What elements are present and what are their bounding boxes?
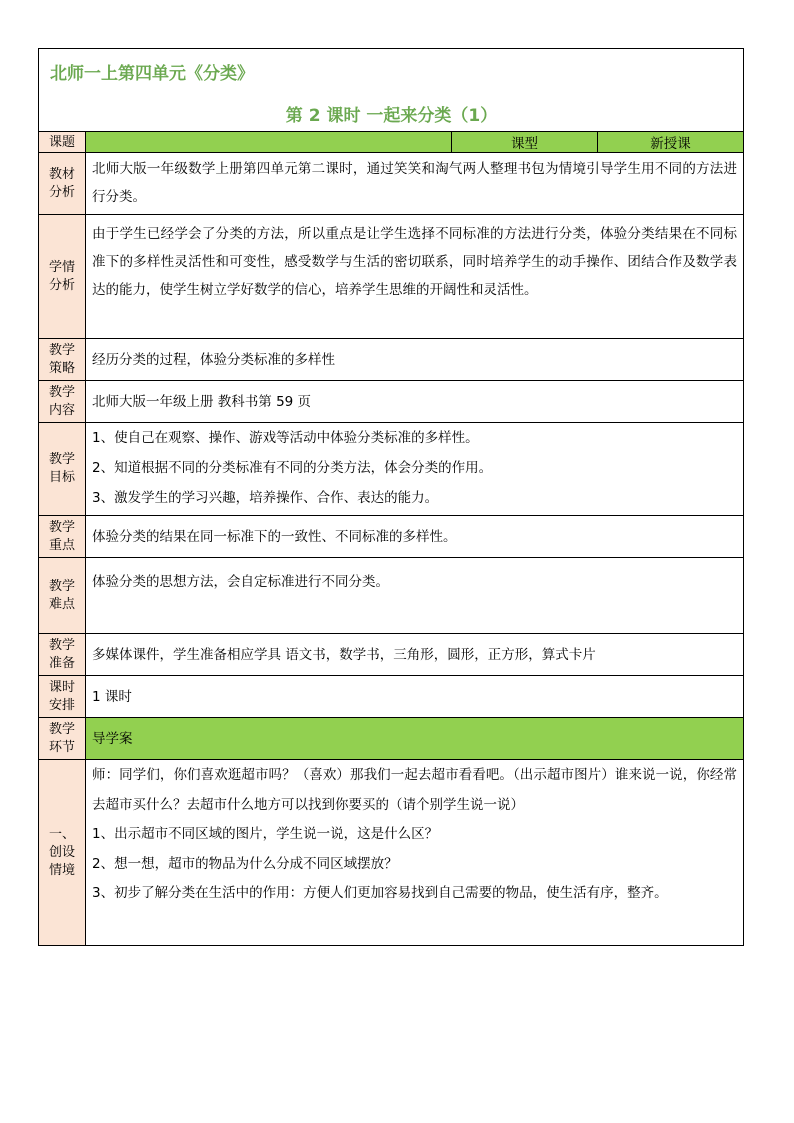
table-row bbox=[39, 423, 744, 516]
list-item: 1、使自己在观察、操作、游戏等活动中体验分类标准的多样性。 bbox=[92, 430, 479, 446]
table-row bbox=[39, 676, 744, 718]
teaching-stage-text: 导学案 bbox=[86, 718, 744, 760]
header-cell bbox=[39, 49, 744, 132]
lesson-plan-table bbox=[38, 48, 744, 946]
table-row bbox=[39, 153, 744, 215]
table-row bbox=[39, 215, 744, 339]
teaching-goals-list bbox=[86, 423, 744, 516]
list-item: 3、激发学生的学习兴趣，培养操作、合作、表达的能力。 bbox=[92, 490, 439, 506]
section-one-content bbox=[86, 760, 744, 946]
paragraph: 1、出示超市不同区域的图片，学生说一说，这是什么区？ bbox=[92, 826, 439, 842]
table-row bbox=[39, 381, 744, 423]
row-label-teaching-stage: 教学环节 bbox=[39, 718, 86, 760]
row-label-textbook-analysis: 教材分析 bbox=[39, 153, 86, 215]
row-label-teaching-content: 教学内容 bbox=[39, 381, 86, 423]
row-label-class-hours: 课时安排 bbox=[39, 676, 86, 718]
table-row bbox=[39, 718, 744, 760]
lesson-type-label: 课型 bbox=[452, 132, 598, 153]
row-label-preparation: 教学准备 bbox=[39, 634, 86, 676]
row-label-section-one: 一、 创设 情境 bbox=[39, 760, 86, 946]
row-label-teaching-strategy: 教学策略 bbox=[39, 339, 86, 381]
topic-row bbox=[39, 132, 744, 153]
row-label-difficulties: 教学难点 bbox=[39, 558, 86, 634]
row-label-key-points: 教学重点 bbox=[39, 516, 86, 558]
paragraph: 3、初步了解分类在生活中的作用：方便人们更加容易找到自己需要的物品，使生活有序，整齐。 bbox=[92, 885, 668, 901]
table-row bbox=[39, 760, 744, 946]
class-hours-text: 1 课时 bbox=[86, 676, 744, 718]
topic-label: 课题 bbox=[39, 132, 86, 153]
textbook-analysis-text: 北师大版一年级数学上册第四单元第二课时，通过笑笑和淘气两人整理书包为情境引导学生用不同的方法进行分类。 bbox=[86, 153, 744, 215]
key-points-text: 体验分类的结果在同一标准下的一致性、不同标准的多样性。 bbox=[86, 516, 744, 558]
difficulties-text: 体验分类的思想方法，会自定标准进行不同分类。 bbox=[86, 558, 744, 634]
lesson-subtitle: 第 2 课时 一起来分类（1） bbox=[285, 106, 498, 126]
list-item: 2、知道根据不同的分类标准有不同的分类方法，体会分类的作用。 bbox=[92, 460, 493, 476]
table-row bbox=[39, 516, 744, 558]
teaching-strategy-text: 经历分类的过程，体验分类标准的多样性 bbox=[86, 339, 744, 381]
lesson-plan-document bbox=[38, 48, 743, 946]
paragraph: 师：同学们，你们喜欢逛超市吗？（喜欢）那我们一起去超市看看吧。（出示超市图片）谁来说一说，你经常去超市买什么？去超市什么地方可以找到你要买的（请个别学生说一说） bbox=[92, 767, 737, 813]
topic-value bbox=[86, 132, 452, 153]
table-row bbox=[39, 558, 744, 634]
row-label-student-analysis: 学情分析 bbox=[39, 215, 86, 339]
lesson-type-value: 新授课 bbox=[598, 132, 744, 153]
row-label-teaching-goals: 教学目标 bbox=[39, 423, 86, 516]
paragraph: 2、想一想，超市的物品为什么分成不同区域摆放？ bbox=[92, 855, 398, 872]
table-row bbox=[39, 339, 744, 381]
teaching-content-text: 北师大版一年级上册 教科书第 59 页 bbox=[86, 381, 744, 423]
preparation-text: 多媒体课件，学生准备相应学具 语文书，数学书，三角形，圆形，正方形，算式卡片 bbox=[86, 634, 744, 676]
table-row bbox=[39, 634, 744, 676]
document-title: 北师一上第四单元《分类》 bbox=[50, 64, 254, 84]
student-analysis-text: 由于学生已经学会了分类的方法，所以重点是让学生选择不同标准的方法进行分类，体验分类结果在不同标准下的多样性灵活性和可变性，感受数学与生活的密切联系，同时培养学生的动手操作、团结合作及数学表达的能力，使学生树立学好数学的信心，培养学生思维的开阔性和灵活性。 bbox=[86, 215, 744, 339]
